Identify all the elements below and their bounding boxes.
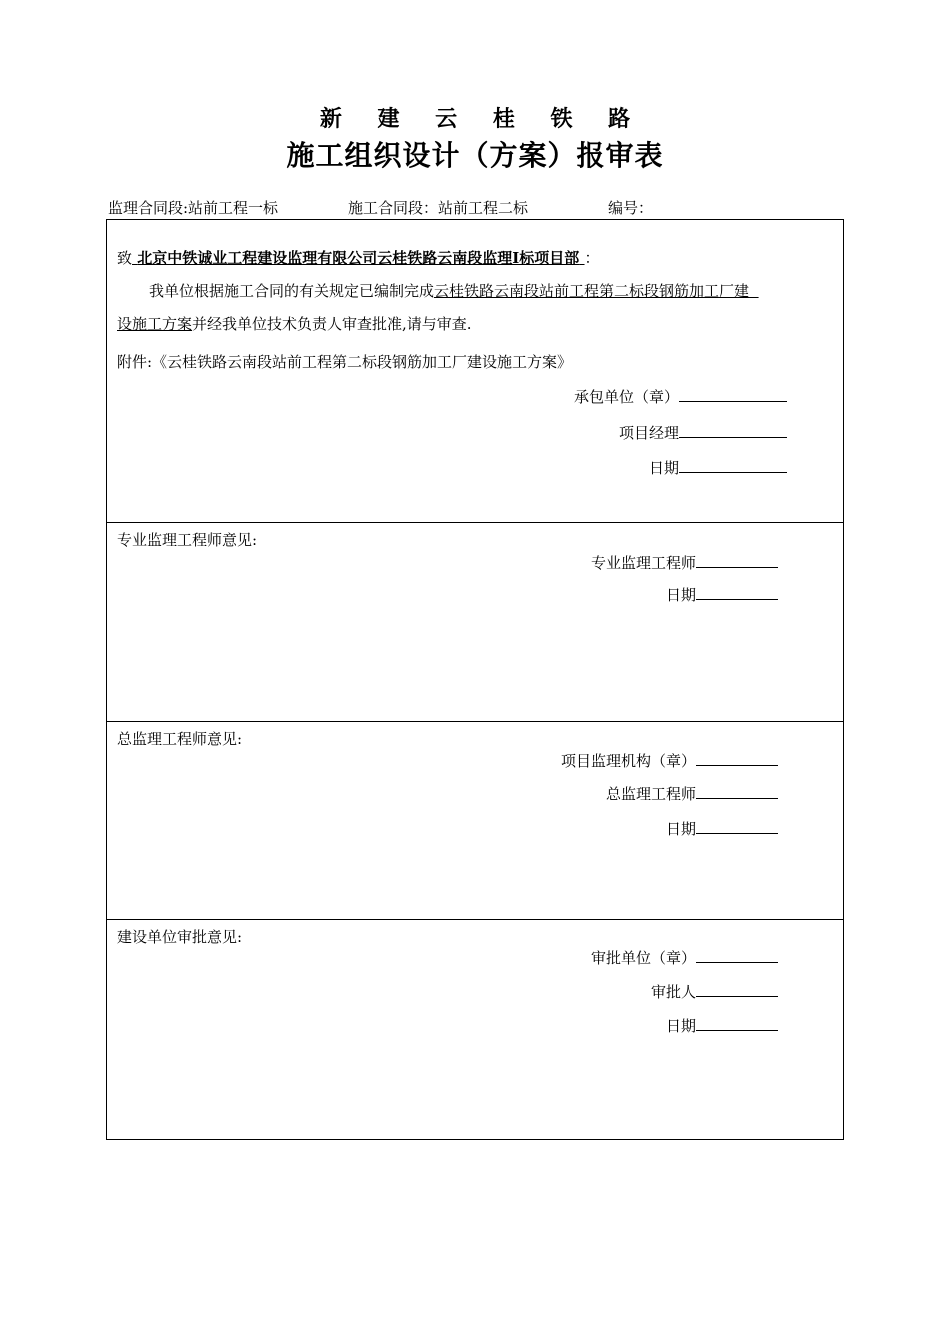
section-submission	[107, 220, 843, 523]
sig-date-label: 日期	[665, 820, 696, 838]
sig-unit-row	[591, 947, 778, 968]
title-line1: 新 建 云 桂 铁 路	[319, 106, 645, 132]
sig-date-row	[666, 584, 778, 605]
sig-chief-field[interactable]	[696, 784, 778, 799]
sig-unit-label: 审批单位（章）	[590, 949, 696, 967]
sig-date-row	[666, 818, 778, 839]
sig-contractor-field[interactable]	[679, 387, 787, 402]
sig-approver-row	[651, 981, 778, 1002]
sig-approver-field[interactable]	[696, 982, 778, 997]
section2-heading: 专业监理工程师意见:	[117, 531, 258, 549]
sig-engineer-label: 专业监理工程师	[590, 554, 696, 572]
section-professional-engineer	[107, 523, 843, 722]
body-line1	[149, 282, 759, 300]
section-owner-approval	[107, 920, 843, 1139]
to-prefix: 致	[117, 249, 133, 267]
section-chief-engineer	[107, 722, 843, 920]
sig-contractor-row	[574, 386, 787, 407]
recipient-name: 北京中铁诚业工程建设监理有限公司云桂铁路云南段监理Ⅰ标项目部	[137, 249, 580, 267]
sig-org-label: 项目监理机构（章）	[560, 752, 696, 770]
sig-engineer-row	[591, 552, 778, 573]
sig-date-field[interactable]	[679, 458, 787, 473]
sig-date-field[interactable]	[696, 819, 778, 834]
sig-date-field[interactable]	[696, 585, 778, 600]
sig-manager-row	[619, 422, 787, 443]
sig-date-row	[666, 1015, 778, 1036]
sig-chief-row	[606, 783, 778, 804]
construction-contract: 施工合同段：站前工程二标	[348, 199, 529, 217]
number-label: 编号：	[608, 199, 654, 217]
sig-org-field[interactable]	[696, 751, 778, 766]
section3-heading: 总监理工程师意见:	[117, 730, 243, 748]
body-line2	[117, 315, 472, 333]
body-underlined-2: 设施工方案	[117, 315, 193, 333]
sig-org-row	[561, 750, 778, 771]
body-suffix: 并经我单位技术负责人审查批准,请与审查.	[192, 315, 472, 333]
body-prefix: 我单位根据施工合同的有关规定已编制完成	[149, 282, 435, 300]
sig-contractor-label: 承包单位（章）	[573, 388, 679, 406]
sig-date-field[interactable]	[696, 1016, 778, 1031]
sig-date-label: 日期	[665, 1017, 696, 1035]
supervision-contract: 监理合同段:站前工程一标	[108, 199, 279, 217]
page-title: 施工组织设计（方案）报审表	[286, 139, 664, 172]
approval-form-table	[106, 219, 844, 1140]
sig-unit-field[interactable]	[696, 948, 778, 963]
sig-approver-label: 审批人	[650, 983, 696, 1001]
sig-manager-label: 项目经理	[618, 424, 679, 442]
section4-heading: 建设单位审批意见:	[117, 928, 243, 946]
sig-chief-label: 总监理工程师	[605, 785, 696, 803]
sig-manager-field[interactable]	[679, 423, 787, 438]
sig-date-row	[649, 457, 787, 478]
attachment-line: 附件:《云桂铁路云南段站前工程第二标段钢筋加工厂建设施工方案》	[117, 353, 573, 371]
sig-engineer-field[interactable]	[696, 553, 778, 568]
to-suffix: ：	[584, 249, 600, 267]
body-underlined-1: 云桂铁路云南段站前工程第二标段钢筋加工厂建	[434, 282, 750, 300]
sig-date-label: 日期	[665, 586, 696, 604]
sig-date-label: 日期	[648, 459, 679, 477]
recipient-line	[117, 249, 600, 267]
